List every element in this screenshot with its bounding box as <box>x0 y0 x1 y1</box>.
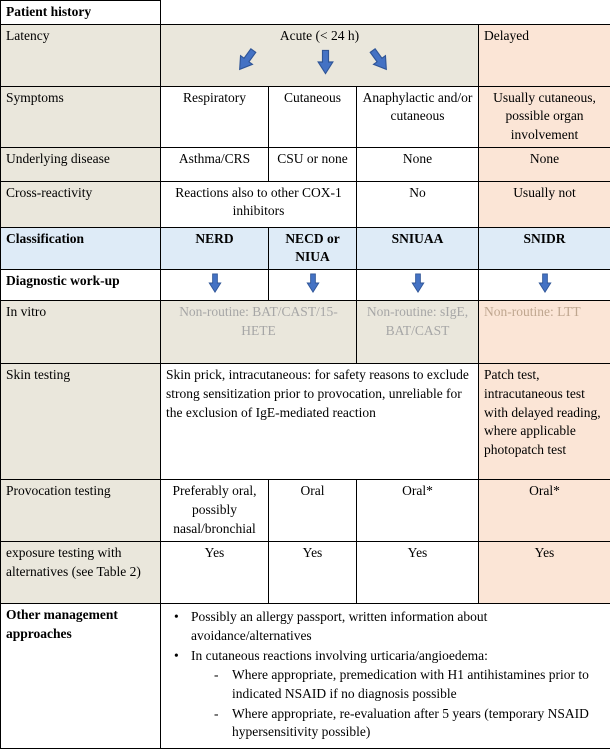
down-left-arrow-icon <box>232 45 261 76</box>
cell-invitro-nerd-necd: Non-routine: BAT/CAST/15-HETE <box>161 301 357 364</box>
row-skin-testing <box>1 364 610 480</box>
cell-exposure-label: exposure testing with alternatives (see Table 2) <box>1 542 161 604</box>
row-provocation <box>1 480 610 542</box>
cell-other-content <box>161 604 610 749</box>
cell-latency-delayed: Delayed <box>479 24 610 86</box>
row-other-management <box>1 604 610 749</box>
cell-class-necd: NECD or NIUA <box>269 227 357 269</box>
cell-symptoms-respiratory: Respiratory <box>161 86 269 147</box>
down-arrow-icon <box>306 273 320 293</box>
down-arrow-icon <box>208 273 222 293</box>
bullet-marker: • <box>174 608 191 645</box>
down-arrow-icon <box>317 49 334 75</box>
row-latency <box>1 24 610 86</box>
cell-latency-label: Latency <box>1 24 161 86</box>
list-subitem-text: Where appropriate, premedication with H1 antihistamines prior to indicated NSAID if no diagnosis possible <box>232 666 600 703</box>
cell-workup-arrow-nerd <box>161 269 269 301</box>
row-cross-reactivity <box>1 181 610 227</box>
cell-invitro-sniuaa: Non-routine: sIgE, BAT/CAST <box>357 301 479 364</box>
dash-marker: - <box>214 705 232 742</box>
cell-other-label: Other management approaches <box>1 604 161 749</box>
down-arrow-icon <box>411 273 425 293</box>
cell-provocation-snidr: Oral* <box>479 480 610 542</box>
cell-provocation-nerd: Preferably oral, possibly nasal/bronchial <box>161 480 269 542</box>
cell-symptoms-delayed: Usually cutaneous, possible organ involvement <box>479 86 610 147</box>
empty-top-area <box>161 1 610 25</box>
cell-invitro-snidr: Non-routine: LTT <box>479 301 610 364</box>
cell-invitro-label: In vitro <box>1 301 161 364</box>
cell-exposure-snidr: Yes <box>479 542 610 604</box>
cell-symptoms-anaphylactic: Anaphylactic and/or cutaneous <box>357 86 479 147</box>
cell-provocation-sniuaa: Oral* <box>357 480 479 542</box>
cell-underlying-sniuaa: None <box>357 147 479 181</box>
cell-symptoms-cutaneous: Cutaneous <box>269 86 357 147</box>
cell-underlying-label: Underlying disease <box>1 147 161 181</box>
acute-label: Acute (< 24 h) <box>164 27 475 46</box>
down-arrow-icon <box>538 273 552 293</box>
acute-branch-arrows <box>164 47 475 79</box>
row-underlying-disease <box>1 147 610 181</box>
list-item <box>164 647 607 666</box>
row-symptoms <box>1 86 610 147</box>
cell-latency-acute <box>161 24 479 86</box>
row-in-vitro <box>1 301 610 364</box>
cell-underlying-necd: CSU or none <box>269 147 357 181</box>
cell-skin-snidr: Patch test, intracutaneous test with delayed reading, where applicable photopatch test <box>479 364 610 480</box>
cell-class-sniuaa: SNIUAA <box>357 227 479 269</box>
other-management-list <box>164 606 607 741</box>
list-item <box>164 608 607 645</box>
cell-cross-snidr: Usually not <box>479 181 610 227</box>
cell-workup-arrow-sniuaa <box>357 269 479 301</box>
row-exposure-testing <box>1 542 610 604</box>
down-right-arrow-icon <box>365 45 394 76</box>
list-subitem <box>164 666 607 703</box>
cell-workup-arrow-necd <box>269 269 357 301</box>
cell-workup-label: Diagnostic work-up <box>1 269 161 301</box>
cell-underlying-nerd: Asthma/CRS <box>161 147 269 181</box>
list-subitem-text: Where appropriate, re-evaluation after 5 years (temporary NSAID hypersensitivity possible) <box>232 705 600 742</box>
cell-class-nerd: NERD <box>161 227 269 269</box>
row-classification <box>1 227 610 269</box>
cell-provocation-necd: Oral <box>269 480 357 542</box>
cell-underlying-snidr: None <box>479 147 610 181</box>
cell-provocation-label: Provocation testing <box>1 480 161 542</box>
cell-cross-sniuaa: No <box>357 181 479 227</box>
row-patient-history <box>1 1 610 25</box>
cell-workup-arrow-snidr <box>479 269 610 301</box>
cell-class-snidr: SNIDR <box>479 227 610 269</box>
cell-exposure-nerd: Yes <box>161 542 269 604</box>
dash-marker: - <box>214 666 232 703</box>
cell-exposure-sniuaa: Yes <box>357 542 479 604</box>
cell-symptoms-label: Symptoms <box>1 86 161 147</box>
cell-patient-history: Patient history <box>1 1 161 25</box>
bullet-marker: • <box>174 647 191 666</box>
cell-classification-label: Classification <box>1 227 161 269</box>
row-diagnostic-workup <box>1 269 610 301</box>
cell-cross-label: Cross-reactivity <box>1 181 161 227</box>
list-item-text: Possibly an allergy passport, written information about avoidance/alternatives <box>191 608 571 645</box>
list-subitem <box>164 705 607 742</box>
cell-cross-cox1: Reactions also to other COX-1 inhibitors <box>161 181 357 227</box>
list-item-text: In cutaneous reactions involving urticaria/angioedema: <box>191 647 488 666</box>
cell-exposure-necd: Yes <box>269 542 357 604</box>
cell-skin-acute: Skin prick, intracutaneous: for safety reasons to exclude strong sensitization prior to provocation, unreliable for the exclusion of IgE-mediated reaction <box>161 364 479 480</box>
cell-skin-label: Skin testing <box>1 364 161 480</box>
